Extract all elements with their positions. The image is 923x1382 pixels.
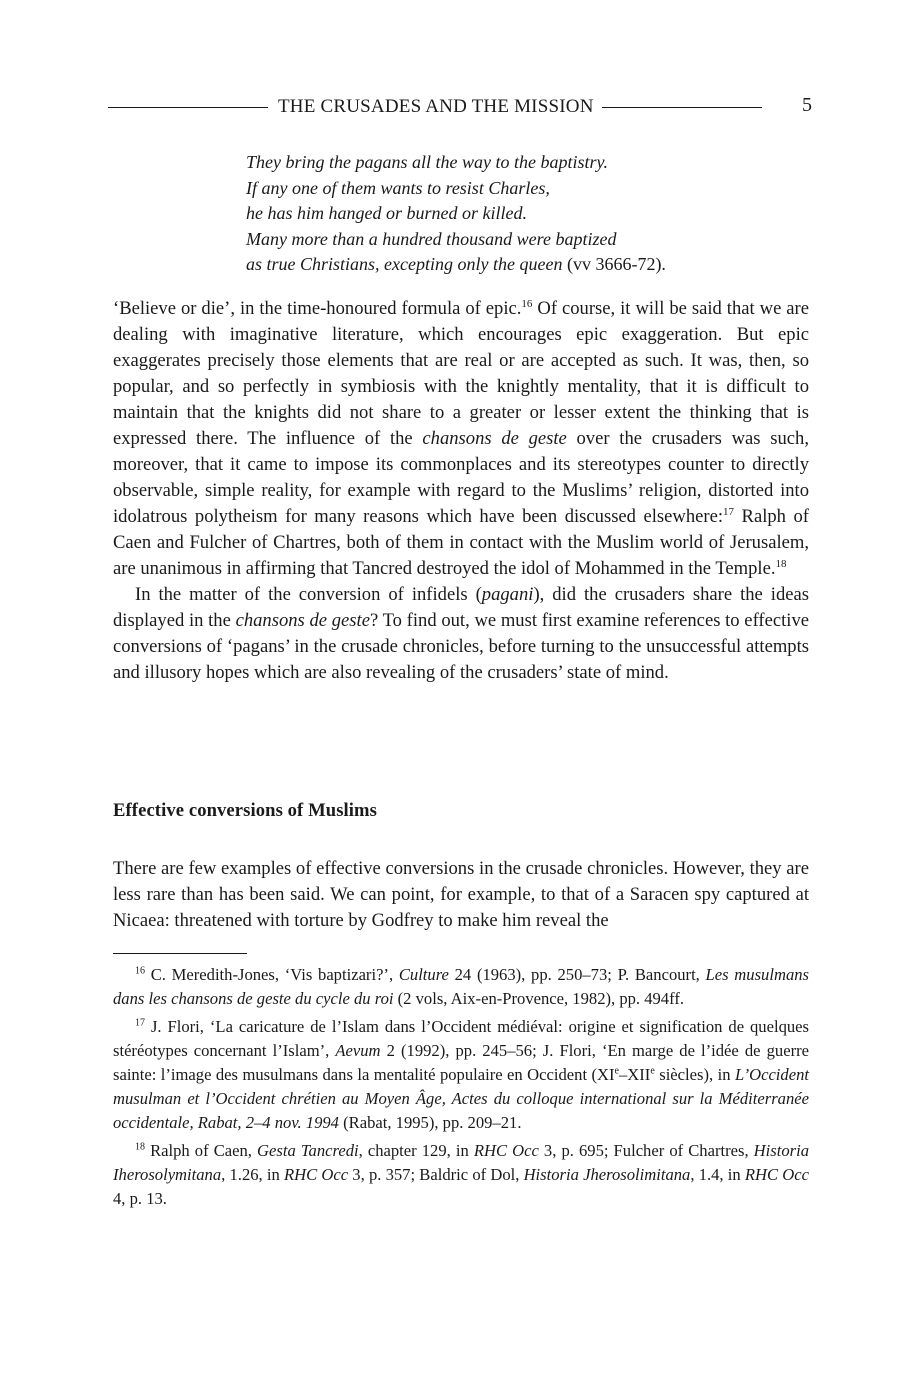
italic-title: Culture (398, 965, 449, 984)
running-title: THE CRUSADES AND THE MISSION (278, 96, 594, 117)
italic-title: Historia Iherosolymitana (113, 1141, 809, 1184)
text-run: –XII (619, 1065, 651, 1084)
verse-quotation (246, 150, 766, 278)
footnote-16 (113, 963, 809, 1011)
page-number: 5 (802, 94, 812, 116)
text-run: , 1.26, in (221, 1165, 284, 1184)
footnote-ref-17[interactable]: 17 (723, 505, 735, 518)
paragraph-2 (113, 582, 809, 686)
text-run: Ralph of Caen and Fulcher of Chartres, both of them in contact with the Muslim world of Jerusalem, are unanimous in affirming that Tancred destroyed the idol of Mohammed in the Temple. (113, 506, 809, 579)
verse-line: They bring the pagans all the way to the baptistry. (246, 152, 608, 172)
text-run: C. Meredith-Jones, ‘Vis baptizari?’, (145, 965, 399, 984)
superscript: e (614, 1065, 619, 1077)
footnote-18 (113, 1139, 809, 1211)
footnote-number: 17 (135, 1017, 145, 1029)
text-run: , chapter 129, in (358, 1141, 474, 1160)
text-run: 2 (1992), pp. 245–56; J. Flori, ‘En marge de l’idée de guerre sainte: l’image des musulmans dans la mentalité populaire en Occident (XI (113, 1041, 809, 1084)
footnote-ref-16[interactable]: 16 (521, 297, 533, 310)
footnote-number: 18 (135, 1141, 145, 1153)
text-run: Ralph of Caen, (145, 1141, 258, 1160)
verse-line: he has him hanged or burned or killed. (246, 203, 527, 223)
text-run: ‘Believe or die’, in the time-honoured formula of epic. (113, 298, 522, 319)
text-run: ), did the crusaders share the ideas displayed in the (113, 584, 809, 631)
section-heading: Effective conversions of Muslims (113, 800, 377, 821)
footnote-17 (113, 1015, 809, 1135)
text-run: (Rabat, 1995), pp. 209–21. (338, 1113, 522, 1132)
italic-title: L’Occident musulman et l’Occident chrétien au Moyen Âge, Actes du colloque international sur la Méditerranée occidentale, Rabat, 2–4 nov. 1994 (113, 1065, 809, 1132)
paragraph-1 (113, 296, 809, 582)
text-run: Of course, it will be said that we are dealing with imaginative literature, which encourages epic exaggeration. But epic exaggerates precisely those elements that are real or are accepted as such. It was, then, so popular, and so perfectly in symbiosis with the knightly mentality, that it is difficult to maintain that the knights did not share to a greater or lesser extent the thinking that is expressed there. The influence of the (113, 298, 809, 449)
text-run: (2 vols, Aix-en-Provence, 1982), pp. 494ff. (393, 989, 684, 1008)
header-rule-right (602, 107, 762, 108)
paragraph-3: There are few examples of effective conversions in the crusade chronicles. However, they are less rare than has been said. We can point, for example, to that of a Saracen spy captured at Nicaea: threatened with torture by Godfrey to make him reveal the (113, 858, 809, 931)
verse-citation: (vv 3666-72). (562, 254, 666, 274)
body-text (113, 296, 809, 686)
italic-term: pagani (481, 584, 534, 605)
text-run: 4, p. 13. (113, 1189, 167, 1208)
verse-line: If any one of them wants to resist Charles, (246, 177, 550, 198)
text-run: , 1.4, in (690, 1165, 745, 1184)
text-run: In the matter of the conversion of infidels ( (135, 584, 482, 605)
text-run: 24 (1963), pp. 250–73; P. Bancourt, (448, 965, 706, 984)
footnotes (113, 963, 809, 1215)
text-run: over the crusaders was such, moreover, that it came to impose its commonplaces and its stereotypes counter to directly observable, simple reality, for example with regard to the Muslims’ religion, distorted into idolatrous polytheism for many reasons which have been discussed elsewhere: (113, 428, 809, 527)
verse-line: Many more than a hundred thousand were baptized (246, 228, 617, 249)
running-header (108, 94, 820, 120)
footnote-rule (113, 953, 247, 954)
header-rule-left (108, 107, 268, 108)
italic-title: Historia Jherosolimitana (523, 1165, 691, 1184)
verse-line: as true Christians, excepting only the queen (246, 254, 563, 274)
superscript: e (650, 1065, 655, 1077)
italic-title: Gesta Tancredi (257, 1141, 359, 1160)
italic-title: Les musulmans dans les chansons de geste du cycle du roi (113, 965, 809, 1008)
italic-title: RHC Occ (744, 1165, 809, 1184)
italic-term: chansons de geste (422, 428, 567, 449)
italic-title: RHC Occ (284, 1165, 349, 1184)
text-run: ? To find out, we must first examine references to effective conversions of ‘pagans’ in the crusade chronicles, before turning to the unsuccessful attempts and illusory hopes which are also revealing of the crusaders’ state of mind. (113, 610, 809, 683)
italic-title: Aevum (335, 1041, 381, 1060)
text-run: siècles), in (654, 1065, 735, 1084)
italic-title: RHC Occ (473, 1141, 539, 1160)
verse-line-last (246, 252, 766, 278)
footnote-number: 16 (135, 965, 145, 977)
text-run: 3, p. 695; Fulcher of Chartres, (538, 1141, 754, 1160)
italic-term: chansons de geste (235, 610, 370, 631)
text-run: 3, p. 357; Baldric of Dol, (348, 1165, 524, 1184)
text-run: J. Flori, ‘La caricature de l’Islam dans l’Occident médiéval: origine et signification de quelques stéréotypes concernant l’Islam’, (113, 1017, 809, 1060)
footnote-ref-18[interactable]: 18 (775, 557, 787, 570)
section-body (113, 856, 809, 934)
